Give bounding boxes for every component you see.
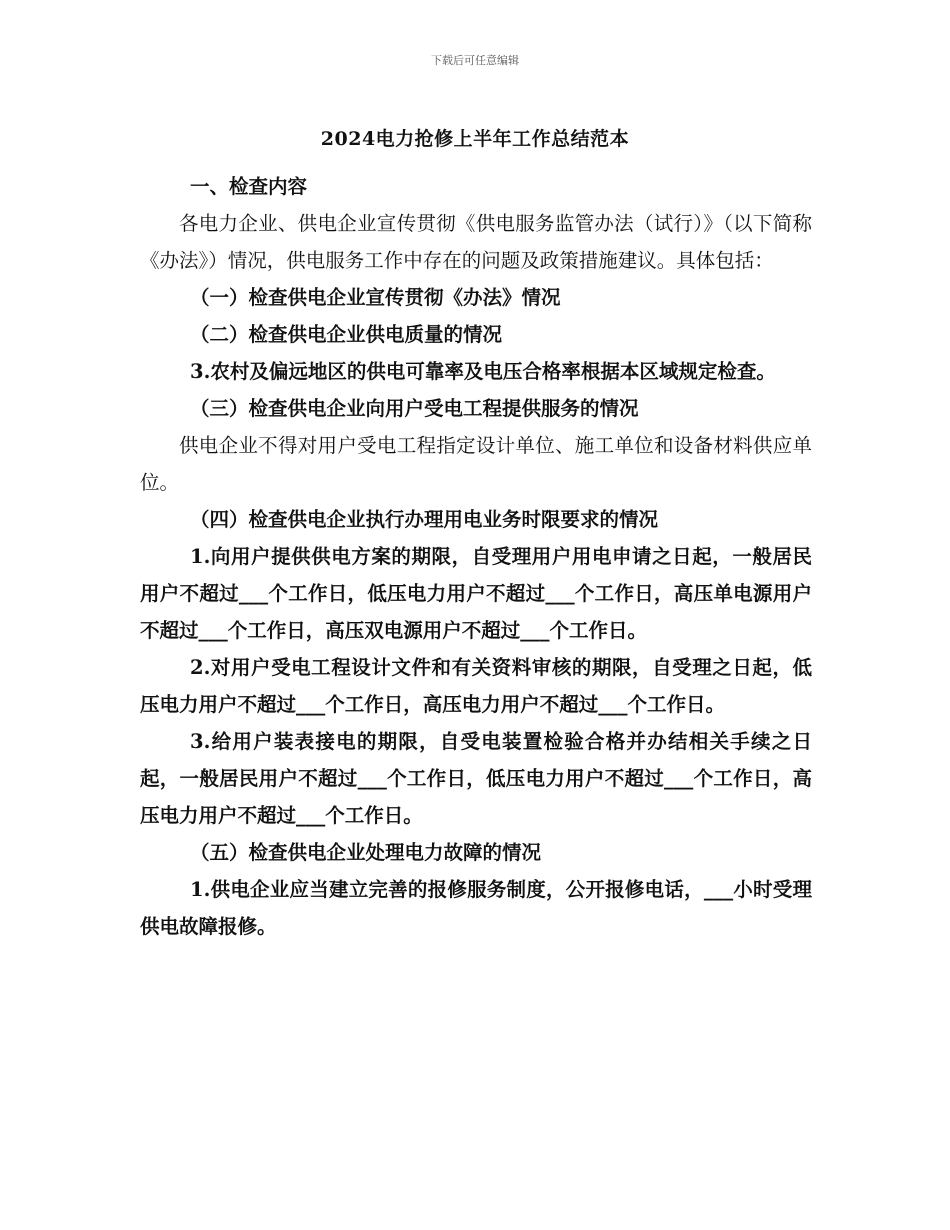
subsection-heading-1: （一）检查供电企业宣传贯彻《办法》情况 — [190, 286, 561, 309]
paragraph-meter-install-deadline: 3.给用户装表接电的期限，自受电装置检验合格并办结相关手续之日起，一般居民用户不超过___个工作日，低压电力用户不超过___个工作日，高压电力用户不超过___个工作日。 — [140, 730, 812, 827]
paragraph-no-designation: 供电企业不得对用户受电工程指定设计单位、施工单位和设备材料供应单位。 — [140, 434, 812, 494]
subsection-heading-3: （三）检查供电企业向用户受电工程提供服务的情况 — [190, 397, 639, 420]
paragraph-intro: 各电力企业、供电企业宣传贯彻《供电服务监管办法（试行）》（以下简称《办法》）情况，供电服务工作中存在的问题及政策措施建议。具体包括： — [140, 212, 812, 272]
document-body — [140, 168, 812, 945]
paragraph-rural-reliability: 3.农村及偏远地区的供电可靠率及电压合格率根据本区域规定检查。 — [190, 360, 776, 383]
section-heading-1: 一、检查内容 — [190, 175, 308, 198]
page-header: 下载后可任意编辑 — [431, 54, 519, 67]
subsection-heading-4: （四）检查供电企业执行办理用电业务时限要求的情况 — [190, 508, 659, 531]
document-title: 2024电力抢修上半年工作总结范本 — [320, 128, 630, 150]
subsection-heading-5: （五）检查供电企业处理电力故障的情况 — [190, 841, 542, 864]
paragraph-supply-plan-deadline: 1.向用户提供供电方案的期限，自受理用户用电申请之日起，一般居民用户不超过___个工作日，低压电力用户不超过___个工作日，高压单电源用户不超过___个工作日，高压双电源用户不超过___个工作日。 — [140, 545, 812, 642]
paragraph-design-review-deadline: 2.对用户受电工程设计文件和有关资料审核的期限，自受理之日起，低压电力用户不超过___个工作日，高压电力用户不超过___个工作日。 — [140, 656, 812, 716]
paragraph-repair-service: 1.供电企业应当建立完善的报修服务制度，公开报修电话，___小时受理供电故障报修。 — [140, 878, 812, 938]
subsection-heading-2: （二）检查供电企业供电质量的情况 — [190, 323, 503, 346]
